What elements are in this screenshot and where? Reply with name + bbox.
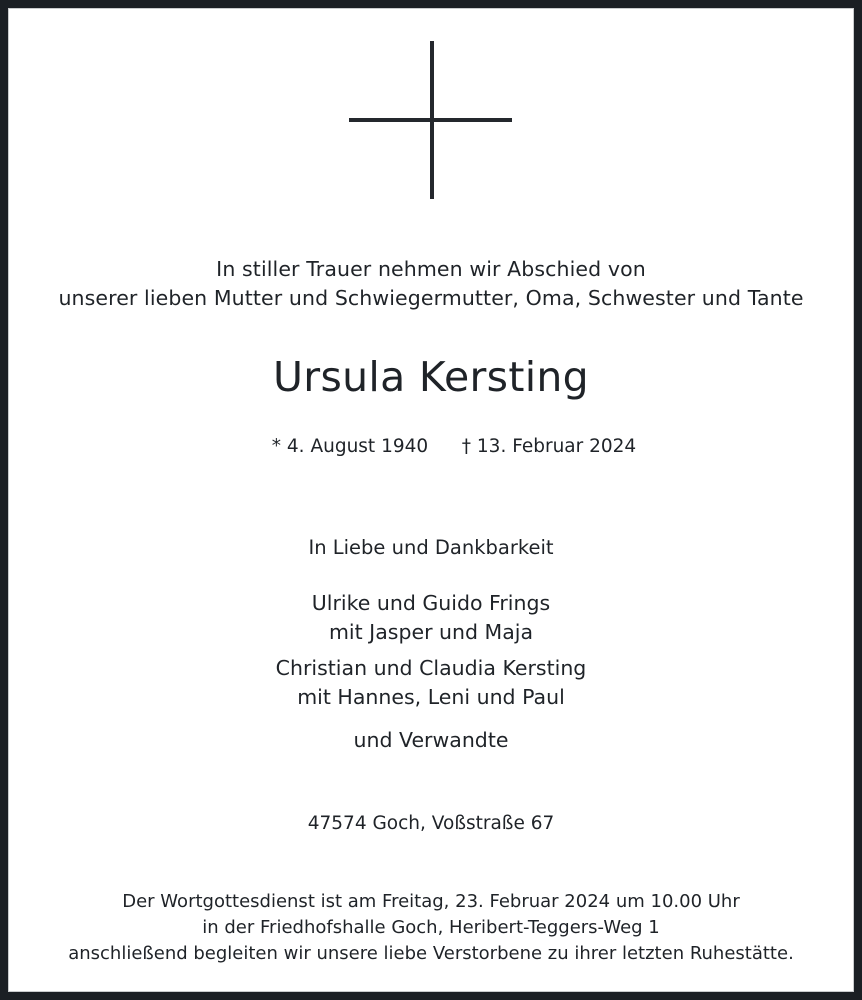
mourning-intro-line-2: unserer lieben Mutter und Schwiegermutter, Oma, Schwester und Tante <box>58 286 804 310</box>
death-date: † 13. Februar 2024 <box>461 436 637 457</box>
cross-symbol-area <box>9 9 853 217</box>
obituary-card <box>8 8 854 992</box>
family-group <box>276 589 587 647</box>
gratitude-text: In Liebe und Dankbarkeit <box>308 536 554 559</box>
family-children-line: mit Hannes, Leni und Paul <box>297 685 565 709</box>
mourning-intro-text <box>58 255 803 313</box>
deceased-name: Ursula Kersting <box>272 353 590 401</box>
birth-date: * 4. August 1940 <box>271 436 429 457</box>
life-dates-row <box>226 435 636 459</box>
family-mourners-list <box>276 589 587 712</box>
service-location-line: in der Friedhofshalle Goch, Heribert-Teggers-Weg 1 <box>202 917 660 938</box>
service-procession-line: anschließend begleiten wir unsere liebe Verstorbene zu ihrer letzten Ruhestätte. <box>68 943 794 964</box>
family-parents-line: Christian und Claudia Kersting <box>275 656 587 680</box>
family-parents-line: Ulrike und Guido Frings <box>311 591 551 615</box>
relatives-text: und Verwandte <box>353 728 509 752</box>
family-address: 47574 Goch, Voßstraße 67 <box>307 813 555 834</box>
funeral-service-details <box>68 889 794 967</box>
mourning-intro-line-1: In stiller Trauer nehmen wir Abschied von <box>216 257 646 281</box>
family-children-line: mit Jasper und Maja <box>328 620 534 644</box>
family-group <box>276 654 587 712</box>
christian-cross-icon <box>349 41 529 209</box>
service-datetime-line: Der Wortgottesdienst ist am Freitag, 23. Februar 2024 um 10.00 Uhr <box>122 891 740 912</box>
cross-horizontal-bar <box>349 118 512 122</box>
